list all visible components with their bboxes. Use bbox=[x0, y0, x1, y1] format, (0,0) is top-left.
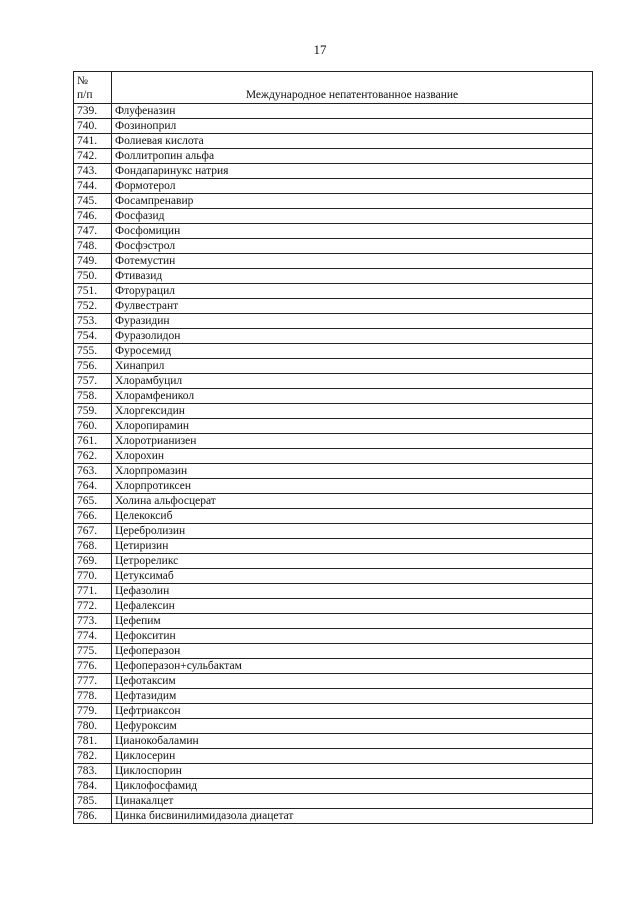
drug-name: Хлорамбуцил bbox=[112, 374, 593, 389]
row-number: 752. bbox=[74, 299, 112, 314]
table-row bbox=[74, 569, 593, 584]
drug-name: Циклофосфамид bbox=[112, 779, 593, 794]
drug-name: Фосфомицин bbox=[112, 224, 593, 239]
table-row bbox=[74, 764, 593, 779]
table-row bbox=[74, 644, 593, 659]
row-number: 771. bbox=[74, 584, 112, 599]
drug-name: Цефокситин bbox=[112, 629, 593, 644]
row-number: 782. bbox=[74, 749, 112, 764]
drug-name: Флуфеназин bbox=[112, 104, 593, 119]
drug-name: Фоллитропин альфа bbox=[112, 149, 593, 164]
drug-name: Фтивазид bbox=[112, 269, 593, 284]
table-row bbox=[74, 524, 593, 539]
drug-name: Цефазолин bbox=[112, 584, 593, 599]
table-row bbox=[74, 239, 593, 254]
table-row bbox=[74, 599, 593, 614]
row-number: 740. bbox=[74, 119, 112, 134]
drug-name: Холина альфосцерат bbox=[112, 494, 593, 509]
drug-name: Хлорпромазин bbox=[112, 464, 593, 479]
column-header-number bbox=[74, 72, 112, 104]
table-row bbox=[74, 104, 593, 119]
row-number: 751. bbox=[74, 284, 112, 299]
row-number: 766. bbox=[74, 509, 112, 524]
row-number: 750. bbox=[74, 269, 112, 284]
table-row bbox=[74, 554, 593, 569]
table-row bbox=[74, 149, 593, 164]
drug-name: Цинка бисвинилимидазола диацетат bbox=[112, 809, 593, 824]
table-row bbox=[74, 269, 593, 284]
column-header-number-line2: п/п bbox=[77, 89, 93, 101]
drug-name: Цефепим bbox=[112, 614, 593, 629]
table-row bbox=[74, 584, 593, 599]
drug-name: Хлорпротиксен bbox=[112, 479, 593, 494]
table-row bbox=[74, 194, 593, 209]
row-number: 760. bbox=[74, 419, 112, 434]
row-number: 748. bbox=[74, 239, 112, 254]
row-number: 770. bbox=[74, 569, 112, 584]
row-number: 758. bbox=[74, 389, 112, 404]
row-number: 772. bbox=[74, 599, 112, 614]
drug-name: Фосампренавир bbox=[112, 194, 593, 209]
table-row bbox=[74, 404, 593, 419]
table-row bbox=[74, 704, 593, 719]
drug-name: Цефуроксим bbox=[112, 719, 593, 734]
drug-name: Хлорохин bbox=[112, 449, 593, 464]
row-number: 764. bbox=[74, 479, 112, 494]
table-row bbox=[74, 434, 593, 449]
drug-name: Фозиноприл bbox=[112, 119, 593, 134]
row-number: 785. bbox=[74, 794, 112, 809]
drug-name: Фторурацил bbox=[112, 284, 593, 299]
row-number: 743. bbox=[74, 164, 112, 179]
drug-name: Цефтриаксон bbox=[112, 704, 593, 719]
row-number: 753. bbox=[74, 314, 112, 329]
drug-name: Хлоротрианизен bbox=[112, 434, 593, 449]
table-row bbox=[74, 659, 593, 674]
drug-name: Фолиевая кислота bbox=[112, 134, 593, 149]
table-row bbox=[74, 809, 593, 824]
drug-name: Фотемустин bbox=[112, 254, 593, 269]
table-row bbox=[74, 344, 593, 359]
drug-name: Церебролизин bbox=[112, 524, 593, 539]
drug-table bbox=[73, 71, 593, 824]
drug-name: Формотерол bbox=[112, 179, 593, 194]
table-row bbox=[74, 359, 593, 374]
row-number: 747. bbox=[74, 224, 112, 239]
row-number: 773. bbox=[74, 614, 112, 629]
row-number: 780. bbox=[74, 719, 112, 734]
table-row bbox=[74, 509, 593, 524]
drug-name: Хинаприл bbox=[112, 359, 593, 374]
drug-name: Фосфэстрол bbox=[112, 239, 593, 254]
table-row bbox=[74, 464, 593, 479]
drug-name: Цианокобаламин bbox=[112, 734, 593, 749]
drug-name: Циклосерин bbox=[112, 749, 593, 764]
drug-name: Фуразолидон bbox=[112, 329, 593, 344]
table-row bbox=[74, 209, 593, 224]
drug-name: Хлорамфеникол bbox=[112, 389, 593, 404]
table-row bbox=[74, 224, 593, 239]
drug-name: Фулвестрант bbox=[112, 299, 593, 314]
row-number: 761. bbox=[74, 434, 112, 449]
table-row bbox=[74, 689, 593, 704]
row-number: 784. bbox=[74, 779, 112, 794]
drug-name: Фосфазид bbox=[112, 209, 593, 224]
row-number: 754. bbox=[74, 329, 112, 344]
row-number: 763. bbox=[74, 464, 112, 479]
row-number: 744. bbox=[74, 179, 112, 194]
table-row bbox=[74, 299, 593, 314]
page-number: 17 bbox=[313, 42, 327, 57]
table-row bbox=[74, 419, 593, 434]
table-row bbox=[74, 719, 593, 734]
row-number: 783. bbox=[74, 764, 112, 779]
row-number: 762. bbox=[74, 449, 112, 464]
row-number: 755. bbox=[74, 344, 112, 359]
drug-name: Фуросемид bbox=[112, 344, 593, 359]
table-row bbox=[74, 794, 593, 809]
drug-name: Цинакалцет bbox=[112, 794, 593, 809]
row-number: 756. bbox=[74, 359, 112, 374]
table-row bbox=[74, 374, 593, 389]
table-row bbox=[74, 614, 593, 629]
table-row bbox=[74, 629, 593, 644]
column-header-number-line1: № bbox=[77, 75, 88, 87]
table-row bbox=[74, 389, 593, 404]
row-number: 786. bbox=[74, 809, 112, 824]
drug-name: Цетуксимаб bbox=[112, 569, 593, 584]
table-row bbox=[74, 134, 593, 149]
table-row bbox=[74, 494, 593, 509]
drug-name: Цефтазидим bbox=[112, 689, 593, 704]
table-row bbox=[74, 329, 593, 344]
drug-name: Фуразидин bbox=[112, 314, 593, 329]
table-row bbox=[74, 314, 593, 329]
row-number: 741. bbox=[74, 134, 112, 149]
row-number: 775. bbox=[74, 644, 112, 659]
table-row bbox=[74, 284, 593, 299]
row-number: 746. bbox=[74, 209, 112, 224]
row-number: 776. bbox=[74, 659, 112, 674]
row-number: 745. bbox=[74, 194, 112, 209]
table-header-row bbox=[74, 72, 593, 104]
drug-name: Целекоксиб bbox=[112, 509, 593, 524]
table-row bbox=[74, 119, 593, 134]
row-number: 774. bbox=[74, 629, 112, 644]
row-number: 769. bbox=[74, 554, 112, 569]
drug-name: Цефоперазон+сульбактам bbox=[112, 659, 593, 674]
row-number: 767. bbox=[74, 524, 112, 539]
drug-name: Цетрореликс bbox=[112, 554, 593, 569]
table-row bbox=[74, 179, 593, 194]
drug-name: Циклоспорин bbox=[112, 764, 593, 779]
row-number: 777. bbox=[74, 674, 112, 689]
table-row bbox=[74, 449, 593, 464]
row-number: 757. bbox=[74, 374, 112, 389]
row-number: 759. bbox=[74, 404, 112, 419]
row-number: 742. bbox=[74, 149, 112, 164]
drug-name: Цефоперазон bbox=[112, 644, 593, 659]
drug-name: Хлоропирамин bbox=[112, 419, 593, 434]
row-number: 781. bbox=[74, 734, 112, 749]
row-number: 749. bbox=[74, 254, 112, 269]
row-number: 768. bbox=[74, 539, 112, 554]
row-number: 739. bbox=[74, 104, 112, 119]
row-number: 778. bbox=[74, 689, 112, 704]
drug-name: Хлоргексидин bbox=[112, 404, 593, 419]
table-row bbox=[74, 164, 593, 179]
table-row bbox=[74, 674, 593, 689]
row-number: 779. bbox=[74, 704, 112, 719]
table-row bbox=[74, 734, 593, 749]
drug-name: Цетиризин bbox=[112, 539, 593, 554]
column-header-name: Международное непатентованное название bbox=[112, 72, 593, 104]
table-row bbox=[74, 779, 593, 794]
drug-name: Фондапаринукс натрия bbox=[112, 164, 593, 179]
table-row bbox=[74, 479, 593, 494]
drug-name: Цефалексин bbox=[112, 599, 593, 614]
row-number: 765. bbox=[74, 494, 112, 509]
drug-name: Цефотаксим bbox=[112, 674, 593, 689]
table-row bbox=[74, 254, 593, 269]
table-row bbox=[74, 749, 593, 764]
table-row bbox=[74, 539, 593, 554]
